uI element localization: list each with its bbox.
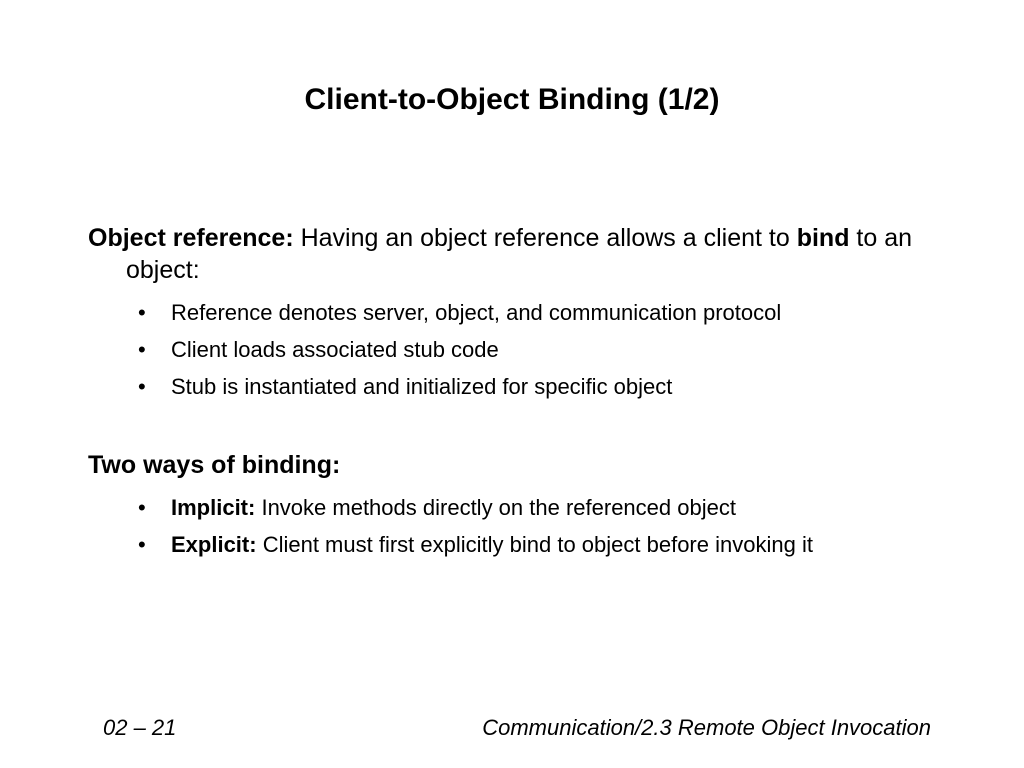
object-reference-text-2: to an object: bbox=[126, 224, 913, 284]
slide-title: Client-to-Object Binding (1/2) bbox=[304, 83, 720, 116]
binding-ways-heading bbox=[88, 449, 948, 481]
bullet-text: Client loads associated stub code bbox=[171, 337, 499, 362]
binding-ways-heading-text: Two ways of binding: bbox=[88, 451, 341, 479]
object-reference-bullet-list bbox=[88, 294, 948, 405]
bind-keyword: bind bbox=[796, 224, 850, 252]
footer-slide-number: 02 – 21 bbox=[103, 715, 177, 740]
binding-ways-bullet-list bbox=[88, 489, 948, 563]
object-reference-term: Object reference: bbox=[88, 224, 294, 252]
explicit-term: Explicit: bbox=[171, 532, 257, 557]
implicit-term: Implicit: bbox=[171, 495, 256, 520]
object-reference-text-1: Having an object reference allows a client to bbox=[293, 224, 797, 252]
list-item bbox=[88, 368, 948, 405]
object-reference-lead bbox=[88, 222, 948, 286]
explicit-text: Client must first explicitly bind to object before invoking it bbox=[256, 532, 813, 557]
bullet-icon: • bbox=[138, 374, 146, 399]
footer-section-title: Communication/2.3 Remote Object Invocation bbox=[482, 715, 931, 740]
bullet-text: Reference denotes server, object, and communication protocol bbox=[171, 300, 782, 325]
bullet-icon: • bbox=[138, 532, 146, 557]
bullet-icon: • bbox=[138, 495, 146, 520]
bullet-icon: • bbox=[138, 300, 146, 325]
list-item bbox=[88, 331, 948, 368]
bullet-text: Stub is instantiated and initialized for specific object bbox=[171, 374, 673, 399]
list-item bbox=[88, 489, 948, 526]
list-item bbox=[88, 526, 948, 563]
binding-ways-section bbox=[88, 449, 948, 563]
bullet-icon: • bbox=[138, 337, 146, 362]
object-reference-section bbox=[88, 222, 948, 405]
implicit-text: Invoke methods directly on the referenced object bbox=[255, 495, 736, 520]
list-item bbox=[88, 294, 948, 331]
